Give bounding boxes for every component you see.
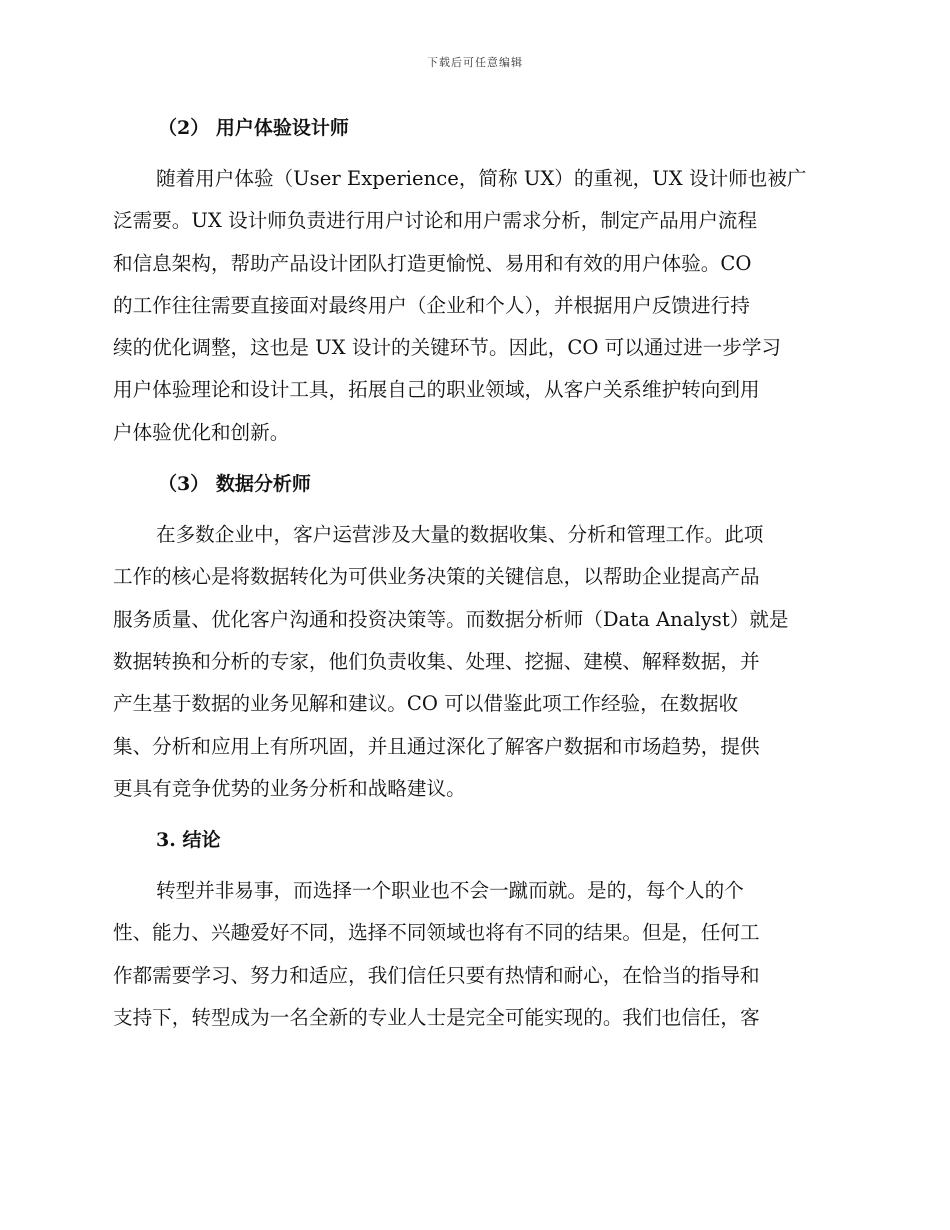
paragraph-line: 数据转换和分析的专家，他们负责收集、处理、挖掘、建模、解释数据，并: [113, 649, 760, 673]
paragraph-line: 转型并非易事，而选择一个职业也不会一蹴而就。是的，每个人的个: [156, 879, 744, 903]
document-body: [113, 108, 841, 1049]
section-heading-ux-designer: （2） 用户体验设计师: [158, 117, 349, 139]
paragraph-line: 支持下，转型成为一名全新的专业人士是完全可能实现的。我们也信任，客: [113, 1006, 760, 1030]
paragraph-line: 集、分析和应用上有所巩固，并且通过深化了解客户数据和市场趋势，提供: [113, 734, 760, 758]
paragraph-line: 工作的核心是将数据转化为可供业务决策的关键信息，以帮助企业提高产品: [113, 565, 760, 589]
paragraph-line: 作都需要学习、努力和适应，我们信任只要有热情和耐心，在恰当的指导和: [113, 963, 760, 987]
paragraph-conclusion: [113, 870, 841, 1039]
paragraph-line: 服务质量、优化客户沟通和投资决策等。而数据分析师（Data Analyst）就是: [113, 607, 789, 631]
paragraph-line: 泛需要。UX 设计师负责进行用户讨论和用户需求分析，制定产品用户流程: [113, 209, 758, 233]
paragraph-line: 更具有竞争优势的业务分析和战略建议。: [113, 776, 466, 800]
paragraph-line: 产生基于数据的业务见解和建议。CO 可以借鉴此项工作经验，在数据收: [113, 692, 739, 716]
paragraph-data-analyst: [113, 514, 841, 810]
paragraph-ux-designer: [113, 158, 841, 454]
section-heading-conclusion: 3. 结论: [156, 829, 221, 852]
paragraph-line: 在多数企业中，客户运营涉及大量的数据收集、分析和管理工作。此项: [156, 523, 764, 547]
paragraph-line: 和信息架构，帮助产品设计团队打造更愉悦、易用和有效的用户体验。CO: [113, 251, 752, 275]
paragraph-line: 续的优化调整，这也是 UX 设计的关键环节。因此，CO 可以通过进一步学习: [113, 336, 782, 360]
paragraph-line: 的工作往往需要直接面对最终用户（企业和个人），并根据用户反馈进行持: [113, 293, 750, 317]
paragraph-line: 随着用户体验（User Experience，简称 UX）的重视，UX 设计师也被广: [156, 167, 807, 190]
page-header: 下载后可任意编辑: [427, 56, 523, 69]
paragraph-line: 用户体验理论和设计工具，拓展自己的职业领域，从客户关系维护转向到用: [113, 378, 760, 402]
paragraph-line: 户体验优化和创新。: [113, 420, 290, 444]
section-heading-data-analyst: （3） 数据分析师: [158, 473, 311, 496]
paragraph-line: 性、能力、兴趣爱好不同，选择不同领域也将有不同的结果。但是，任何工: [113, 921, 760, 945]
